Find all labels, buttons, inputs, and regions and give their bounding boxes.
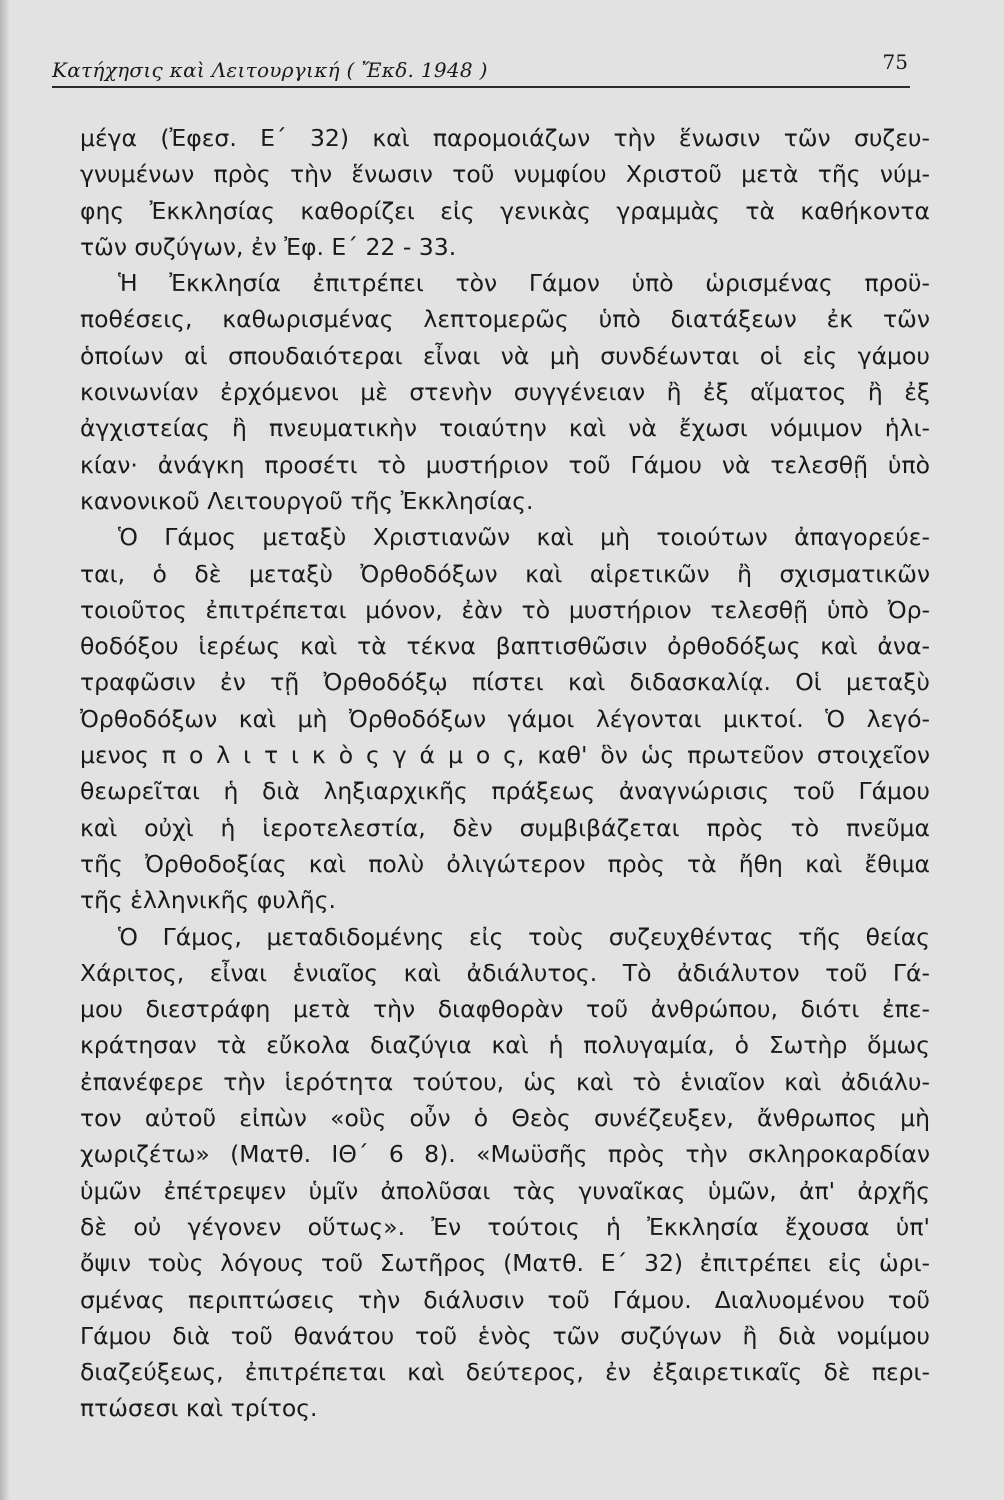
text-line: δὲ οὐ γέγονεν οὕτως». Ἐν τούτοις ἡ Ἐκκλησία ἔχουσα ὑπ' xyxy=(80,1212,930,1241)
text-line: καὶ οὐχὶ ἡ ἱεροτελεστία, δὲν συμβιβάζεται πρὸς τὸ πνεῦμα xyxy=(80,813,930,842)
spine-shadow xyxy=(0,0,10,1500)
text-line: τῆς Ὀρθοδοξίας καὶ πολὺ ὀλιγώτερον πρὸς τὰ ἤθη καὶ ἔθιμα xyxy=(80,849,930,878)
text-line: ὑμῶν ἐπέτρεψεν ὑμῖν ἀπολῦσαι τὰς γυναῖκας ὑμῶν, ἀπ' ἀρχῆς xyxy=(80,1176,930,1205)
text-line: μενος π ο λ ι τ ι κ ὸ ς γ ά μ ο ς, καθ' ὃν ὡς πρωτεῦον στοιχεῖον xyxy=(80,741,930,770)
page-number: 75 xyxy=(882,50,908,74)
text-line: φης Ἐκκλησίας καθορίζει εἰς γενικὰς γραμμὰς τὰ καθήκοντα xyxy=(80,196,930,225)
text-line: κίαν· ἀνάγκη προσέτι τὸ μυστήριον τοῦ Γάμου νὰ τελεσθῇ ὑπὸ xyxy=(80,450,930,479)
running-title: Κατήχησις καὶ Λειτουργική ( Ἔκδ. 1948 ) xyxy=(52,58,488,82)
text-line: ἀγχιστείας ἢ πνευματικὴν τοιαύτην καὶ νὰ ἔχωσι νόμιμον ἡλι- xyxy=(80,414,930,443)
text-line: μέγα (Ἐφεσ. Ε΄ 32) καὶ παρομοιάζων τὴν ἕνωσιν τῶν συζευ- xyxy=(80,124,930,152)
paragraph-first-line: Ὁ Γάμος μεταξὺ Χριστιανῶν καὶ μὴ τοιούτων ἀπαγορεύε- xyxy=(118,523,930,552)
text-line: ται, ὁ δὲ μεταξὺ Ὀρθοδόξων καὶ αἱρετικῶν ἢ σχισματικῶν xyxy=(80,559,930,588)
text-line: Γάμου διὰ τοῦ θανάτου τοῦ ἑνὸς τῶν συζύγων ἢ διὰ νομίμου xyxy=(80,1321,930,1350)
body-text xyxy=(80,120,930,1427)
text-line: τοιοῦτος ἐπιτρέπεται μόνον, ἐὰν τὸ μυστήριον τελεσθῇ ὑπὸ Ὀρ- xyxy=(80,595,930,624)
text-line: ποθέσεις, καθωρισμένας λεπτομερῶς ὑπὸ διατάξεων ἐκ τῶν xyxy=(80,305,930,334)
text-line: γνυμένων πρὸς τὴν ἕνωσιν τοῦ νυμφίου Χριστοῦ μετὰ τῆς νύμ- xyxy=(80,160,930,189)
text-line: θοδόξου ἱερέως καὶ τὰ τέκνα βαπτισθῶσιν ὀρθοδόξως καὶ ἀνα- xyxy=(80,632,930,661)
text-line: Ὀρθοδόξων καὶ μὴ Ὀρθοδόξων γάμοι λέγονται μικτοί. Ὁ λεγό- xyxy=(80,704,930,733)
text-line: μου διεστράφη μετὰ τὴν διαφθορὰν τοῦ ἀνθρώπου, διότι ἐπε- xyxy=(80,995,930,1024)
text-line: διαζεύξεως, ἐπιτρέπεται καὶ δεύτερος, ἐν ἐξαιρετικαῖς δὲ περι- xyxy=(80,1358,930,1387)
text-line: ὄψιν τοὺς λόγους τοῦ Σωτῆρος (Ματθ. Ε΄ 32) ἐπιτρέπει εἰς ὡρι- xyxy=(80,1249,930,1278)
paragraph-first-line: Ὁ Γάμος, μεταδιδομένης εἰς τοὺς συζευχθέντας τῆς θείας xyxy=(118,922,930,951)
page-header xyxy=(52,50,910,88)
text-line: χωριζέτω» (Ματθ. ΙΘ΄ 6 8). «Μωϋσῆς πρὸς τὴν σκληροκαρδίαν xyxy=(80,1140,930,1169)
text-line: τῆς ἑλληνικῆς φυλῆς. xyxy=(80,886,336,915)
text-line: Χάριτος, εἶναι ἑνιαῖος καὶ ἀδιάλυτος. Τὸ ἀδιάλυτον τοῦ Γά- xyxy=(80,958,930,987)
paragraph-first-line: Ἡ Ἐκκλησία ἐπιτρέπει τὸν Γάμον ὑπὸ ὡρισμένας προϋ- xyxy=(118,269,930,298)
text-line: τον αὐτοῦ εἰπὼν «οὓς οὖν ὁ Θεὸς συνέζευξεν, ἄνθρωπος μὴ xyxy=(80,1104,930,1133)
text-line: πτώσεσι καὶ τρίτος. xyxy=(80,1394,318,1423)
text-line: ὁποίων αἱ σπουδαιότεραι εἶναι νὰ μὴ συνδέωνται οἱ εἰς γάμου xyxy=(80,341,930,370)
text-line: τῶν συζύγων, ἐν Ἐφ. Ε΄ 22 - 33. xyxy=(80,232,457,261)
text-line: τραφῶσιν ἐν τῇ Ὀρθοδόξῳ πίστει καὶ διδασκαλίᾳ. Οἱ μεταξὺ xyxy=(80,668,930,697)
text-line: κοινωνίαν ἐρχόμενοι μὲ στενὴν συγγένειαν ἢ ἐξ αἵματος ἢ ἐξ xyxy=(80,378,930,407)
text-line: θεωρεῖται ἡ διὰ ληξιαρχικῆς πράξεως ἀναγνώρισις τοῦ Γάμου xyxy=(80,777,930,806)
text-line: ἐπανέφερε τὴν ἱερότητα τούτου, ὡς καὶ τὸ ἑνιαῖον καὶ ἀδιάλυ- xyxy=(80,1067,930,1096)
text-line: κανονικοῦ Λειτουργοῦ τῆς Ἐκκλησίας. xyxy=(80,486,534,515)
text-line: σμένας περιπτώσεις τὴν διάλυσιν τοῦ Γάμου. Διαλυομένου τοῦ xyxy=(80,1285,930,1314)
text-line: κράτησαν τὰ εὔκολα διαζύγια καὶ ἡ πολυγαμία, ὁ Σωτὴρ ὅμως xyxy=(80,1031,930,1060)
